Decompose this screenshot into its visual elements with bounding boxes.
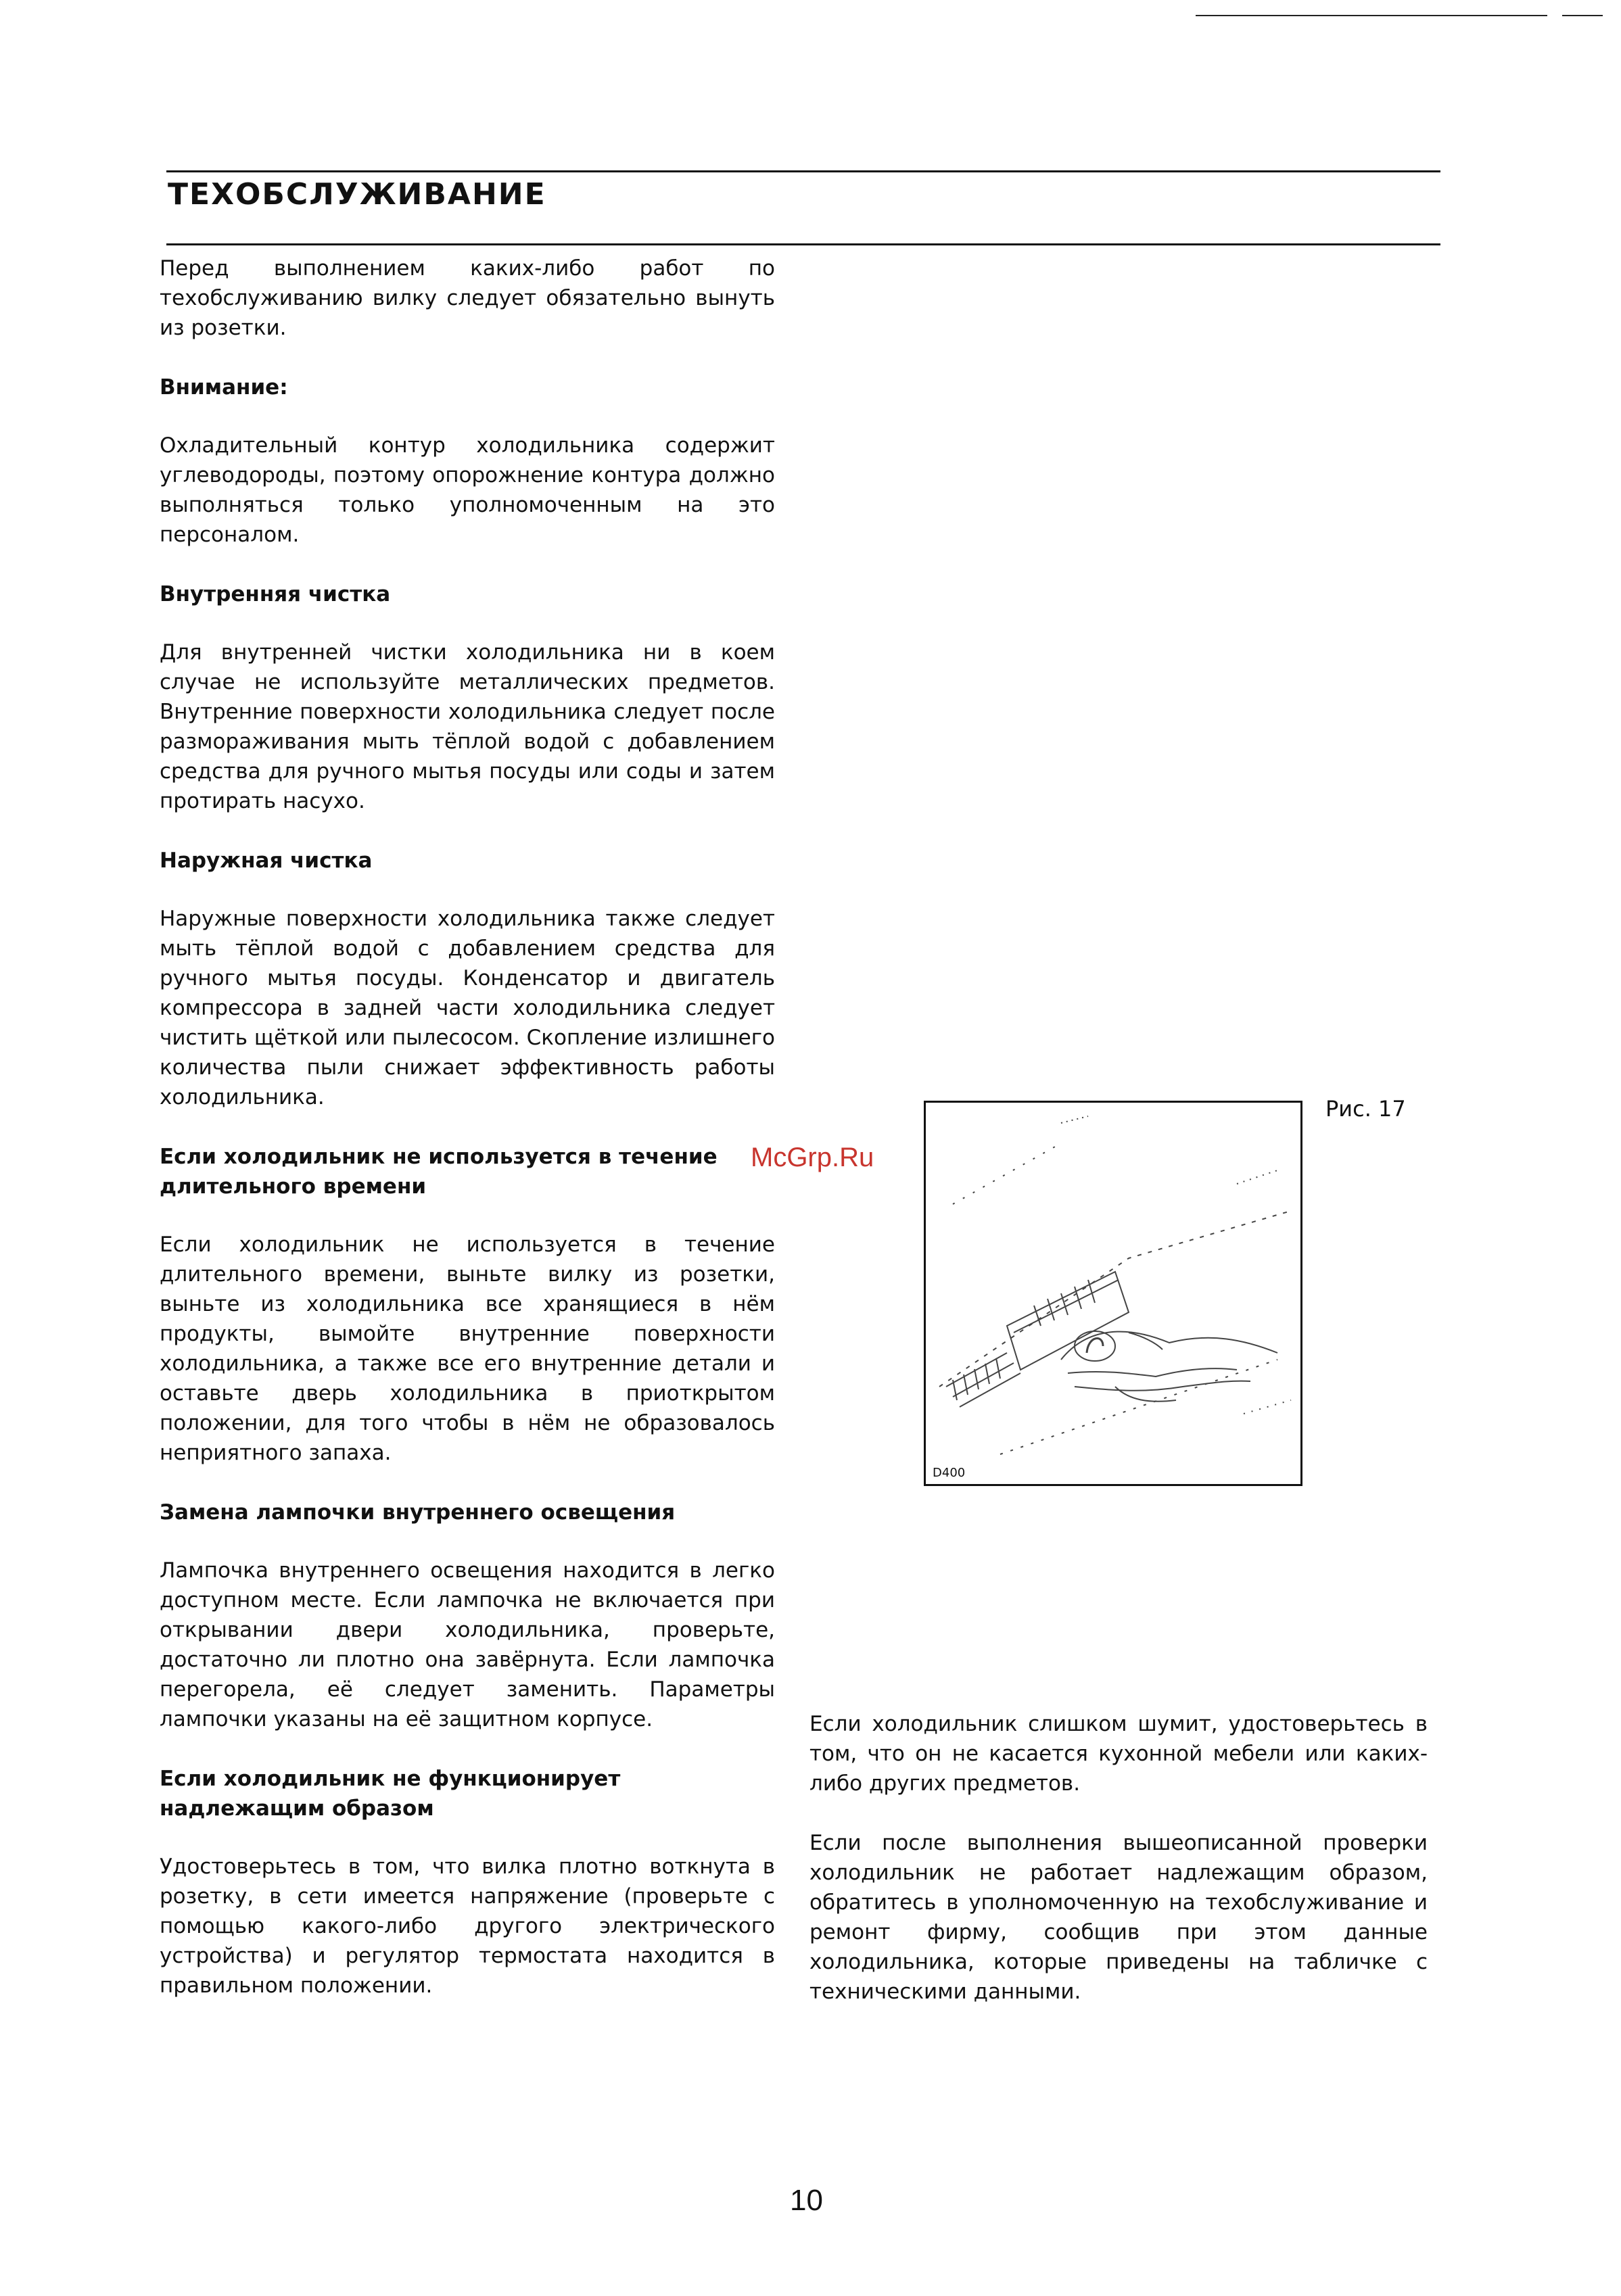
left-column: [160, 254, 775, 2030]
title-bottom-rule: [166, 243, 1440, 245]
intro-paragraph: Перед выполнением каких-либо работ по техобслуживанию вилку следует обязательно вынуть из розетки.: [160, 256, 775, 340]
lamp-paragraph: Лампочка внутреннего освещения находится в легко доступном месте. Если лампочка не включается при открывании двери холодильника, проверьте, достаточно ли плотно она завёрнута. Если лампочка перегорела, её следует заменить. Параметры лампочки указаны на её защитном корпусе.: [160, 1558, 775, 1731]
figure-17: [924, 1101, 1302, 1486]
figure-code: D400: [933, 1466, 966, 1480]
service-paragraph: Если после выполнения вышеописанной проверки холодильник не работает надлежащим образом, обратитесь в уполномоченную на техобслуживание и ремонт фирму, сообщив при этом данные холодильника, которые приведены на табличке с техническими данными.: [809, 1831, 1428, 2004]
figure-caption: Рис. 17: [1325, 1096, 1406, 1122]
inner-cleaning-paragraph: Для внутренней чистки холодильника ни в коем случае не используйте металлических предметов. Внутренние поверхности холодильника следует после размораживания мыть тёплой водой с добавлением средства для ручного мытья посуды или соды и затем протирать насухо.: [160, 640, 775, 813]
malfunction-paragraph: Удостоверьтесь в том, что вилка плотно воткнута в розетку, в сети имеется напряжение (проверьте с помощью какого-либо другого электрического устройства) и регулятор термостата находится в правильном положении.: [160, 1855, 775, 1998]
lamp-heading: Замена лампочки внутреннего освещения: [160, 1500, 676, 1525]
page-number: 10: [790, 2184, 823, 2217]
inner-cleaning-heading: Внутренняя чистка: [160, 582, 391, 606]
title-top-rule: [166, 170, 1440, 172]
outer-cleaning-paragraph: Наружные поверхности холодильника также следует мыть тёплой водой с добавлением средства для ручного мытья посуды. Конденсатор и двигатель компрессора в задней части холодильника следует чистить щёткой или пылесосом. Скопление излишнего количества пыли снижает эффективность работы холодильника.: [160, 907, 776, 1109]
right-column: [809, 1709, 1428, 2036]
outer-cleaning-heading: Наружная чистка: [160, 848, 373, 873]
warning-paragraph: Охладительный контур холодильника содержит углеводороды, поэтому опорожнение контура должно выполняться только уполномоченным на это персоналом.: [160, 433, 775, 547]
warning-heading: Внимание:: [160, 375, 288, 400]
top-decorative-line: [1562, 15, 1603, 16]
unused-heading: Если холодильник не используется в течение длительного времени: [160, 1145, 718, 1199]
noise-paragraph: Если холодильник слишком шумит, удостоверьтесь в том, что он не касается кухонной мебели или каких-либо других предметов.: [809, 1712, 1428, 1796]
top-decorative-line: [1196, 15, 1547, 16]
watermark: McGrp.Ru: [751, 1143, 874, 1172]
lamp-replacement-illustration: [926, 1103, 1300, 1484]
unused-paragraph: Если холодильник не используется в течение длительного времени, выньте вилку из розетки, выньте из холодильника все хранящиеся в нём продукты, вымойте внутренние поверхности холодильника, а также все его внутренние детали и оставьте дверь холодильника в приоткрытом положении, для того чтобы в нём не образовалось неприятного запаха.: [160, 1233, 775, 1465]
page-title: ТЕХОБСЛУЖИВАНИЕ: [168, 177, 546, 212]
malfunction-heading: Если холодильник не функционирует надлежащим образом: [160, 1767, 621, 1821]
